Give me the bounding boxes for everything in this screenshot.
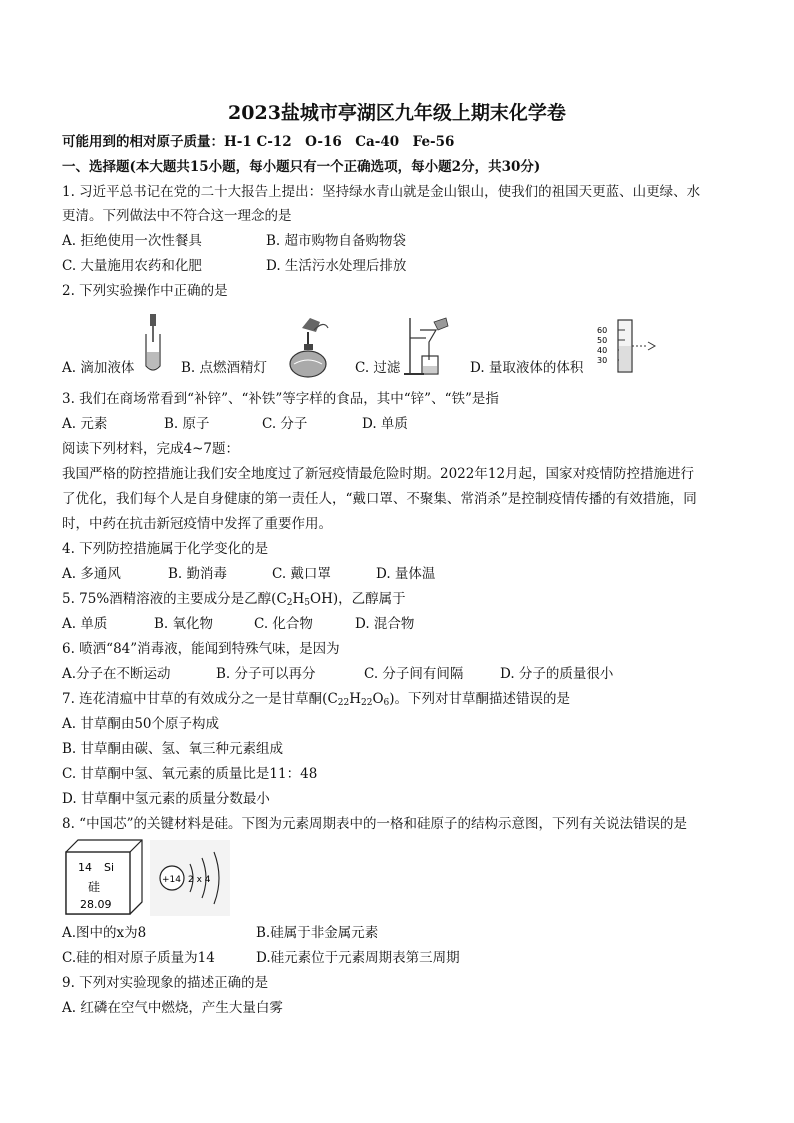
q9-stem: 9. 下列对实验现象的描述正确的是 (62, 975, 269, 991)
q8-option-b: B.硅属于非金属元素 (256, 925, 379, 941)
q9-option-a: A. 红磷在空气中燃烧，产生大量白雾 (62, 1000, 283, 1016)
page-title: 2023盐城市亭湖区九年级上期末化学卷 (228, 102, 566, 124)
q6-stem: 6. 喷洒“84”消毒液，能闻到特殊气味，是因为 (62, 641, 340, 657)
q7-formula-h: H (349, 691, 362, 707)
q7-stem-pre: 7. 连花清瘟中甘草的有效成分之一是甘草酮(C (62, 691, 338, 707)
cylinder-tick-60: 60 (597, 326, 608, 335)
q7-option-b: B. 甘草酮由碳、氢、氧三种元素组成 (62, 741, 284, 757)
q1-stem-line2: 更清。下列做法中不符合这一理念的是 (62, 208, 292, 224)
q2-option-c: C. 过滤 (355, 360, 401, 376)
element-number: 14 (78, 861, 92, 874)
nucleus-charge: +14 (162, 875, 181, 885)
filtration-figure (402, 316, 452, 376)
q8-option-c: C.硅的相对原子质量为14 (62, 950, 215, 966)
q7-sub-2: 22 (361, 698, 373, 708)
q5-option-d: D. 混合物 (355, 616, 415, 632)
q3-option-b: B. 原子 (164, 416, 210, 432)
element-name: 硅 (88, 880, 101, 894)
q5-stem (62, 590, 406, 612)
q3-stem: 3. 我们在商场常看到“补锌”、“补铁”等字样的食品，其中“锌”、“铁”是指 (62, 391, 499, 407)
reading-line2: 了优化，我们每个人是自身健康的第一责任人，“戴口罩、不聚集、常消杀”是控制疫情传播的有效措施，同 (62, 491, 697, 507)
q6-option-a: A.分子在不断运动 (62, 666, 171, 682)
q7-sub-1: 22 (337, 698, 350, 708)
periodic-table-cell-figure (64, 838, 144, 916)
q1-option-d: D. 生活污水处理后排放 (266, 258, 407, 274)
element-symbol: Si (104, 861, 115, 874)
q2-option-d: D. 量取液体的体积 (470, 360, 584, 376)
q5-stem-post: OH)，乙醇属于 (310, 591, 406, 607)
q7-option-a: A. 甘草酮由50个原子构成 (62, 716, 220, 732)
q2-option-b: B. 点燃酒精灯 (181, 360, 268, 376)
reading-line1: 我国严格的防控措施让我们安全地度过了新冠疫情最危险时期。2022年12月起，国家对疫情防控措施进行 (62, 466, 695, 482)
q3-option-c: C. 分子 (262, 416, 308, 432)
q7-formula-o: O (372, 691, 384, 707)
q5-stem-pre: 5. 75%酒精溶液的主要成分是乙醇(C (62, 591, 287, 607)
cylinder-tick-30: 30 (597, 356, 608, 365)
q5-option-a: A. 单质 (62, 616, 108, 632)
electron-shells: 2 x 4 (188, 875, 211, 885)
silicon-atom-structure-figure (150, 840, 230, 916)
q2-option-a: A. 滴加液体 (62, 360, 135, 376)
q6-option-c: C. 分子间有间隔 (364, 666, 464, 682)
reading-line3: 时，中药在抗击新冠疫情中发挥了重要作用。 (62, 516, 332, 532)
alcohol-lamp-figure (284, 314, 334, 380)
section-heading: 一、选择题(本大题共15小题，每小题只有一个正确选项，每小题2分，共30分) (62, 159, 541, 175)
q4-option-d: D. 量体温 (376, 566, 436, 582)
q3-option-d: D. 单质 (362, 416, 408, 432)
reading-intro: 阅读下列材料，完成4~7题： (62, 441, 239, 457)
q5-sub-2: 5 (304, 598, 311, 608)
q5-option-b: B. 氧化物 (154, 616, 214, 632)
q1-option-b: B. 超市购物自备购物袋 (266, 233, 407, 249)
element-mass: 28.09 (80, 898, 112, 911)
q6-option-b: B. 分子可以再分 (216, 666, 316, 682)
dropper-test-tube-figure (140, 312, 170, 374)
q1-option-a: A. 拒绝使用一次性餐具 (62, 233, 202, 249)
q7-stem-post: )。下列对甘草酮描述错误的是 (389, 691, 571, 707)
q6-option-d: D. 分子的质量很小 (500, 666, 614, 682)
q5-option-c: C. 化合物 (254, 616, 313, 632)
atomic-masses: 可能用到的相对原子质量：H-1 C-12 O-16 Ca-40 Fe-56 (62, 134, 455, 150)
q1-option-c: C. 大量施用农药和化肥 (62, 258, 202, 274)
measuring-cylinder-figure (594, 318, 656, 374)
q8-option-a: A.图中的x为8 (62, 925, 147, 941)
q5-formula-h: H (292, 591, 305, 607)
q7-option-d: D. 甘草酮中氢元素的质量分数最小 (62, 791, 270, 807)
q1-stem-line1: 1. 习近平总书记在党的二十大报告上提出：坚持绿水青山就是金山银山，使我们的祖国天更蓝、山更绿、水 (62, 184, 701, 200)
q4-option-c: C. 戴口罩 (272, 566, 331, 582)
cylinder-tick-50: 50 (597, 336, 608, 345)
q8-option-d: D.硅元素位于元素周期表第三周期 (256, 950, 460, 966)
cylinder-tick-40: 40 (597, 346, 608, 355)
q7-sub-3: 6 (383, 698, 390, 708)
q3-option-a: A. 元素 (62, 416, 108, 432)
q4-stem: 4. 下列防控措施属于化学变化的是 (62, 541, 269, 557)
q8-stem: 8. “中国芯”的关键材料是硅。下图为元素周期表中的一格和硅原子的结构示意图，下列有关说法错误的是 (62, 816, 687, 832)
q7-stem (62, 690, 570, 712)
q5-sub-1: 2 (286, 598, 293, 608)
q4-option-b: B. 勤消毒 (168, 566, 228, 582)
q4-option-a: A. 多通风 (62, 566, 121, 582)
q2-stem: 2. 下列实验操作中正确的是 (62, 283, 228, 299)
q7-option-c: C. 甘草酮中氢、氧元素的质量比是11：48 (62, 766, 318, 782)
